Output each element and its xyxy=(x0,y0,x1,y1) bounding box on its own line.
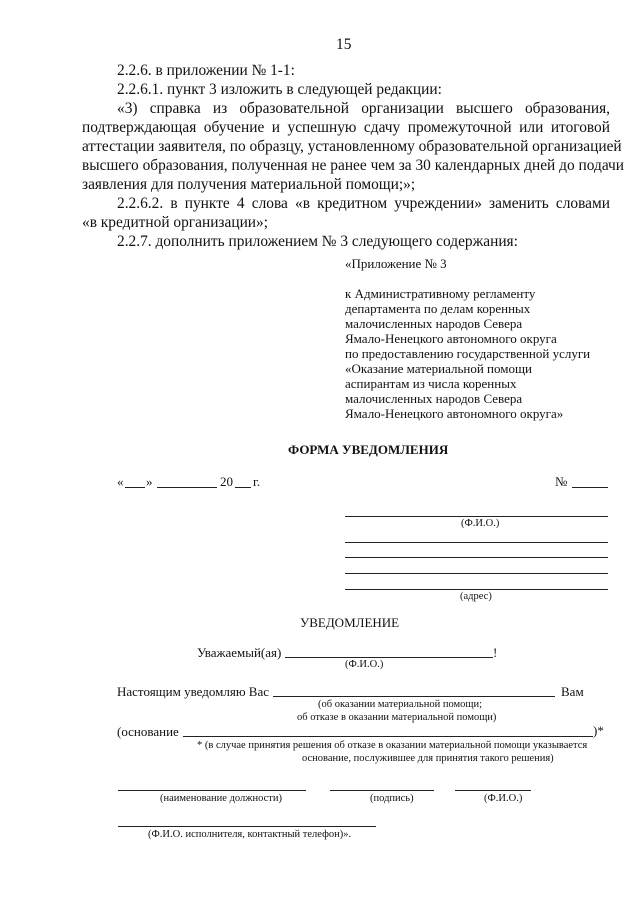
notice-title: УВЕДОМЛЕНИЕ xyxy=(300,615,400,630)
greeting-exclamation: ! xyxy=(493,645,498,660)
address-line xyxy=(345,557,608,558)
address-caption: (адрес) xyxy=(460,591,492,602)
basis-field-line xyxy=(183,736,593,737)
position-caption: (наименование должности) xyxy=(160,793,283,804)
recipient-fio-line xyxy=(345,516,608,517)
signer-fio-line xyxy=(455,790,531,791)
appendix-line: аспирантам из числа коренных xyxy=(345,376,517,391)
recipient-fio-caption: (Ф.И.О.) xyxy=(461,518,500,529)
greeting-label: Уважаемый(ая) xyxy=(197,645,282,660)
amendment-item-3-line: «3) справка из образовательной организации высшего образования, xyxy=(117,100,610,117)
amendment-item-3-line: подтверждающая обучение и успешную сдачу промежуточной или итоговой xyxy=(82,119,610,136)
footnote-line: основание, послужившее для принятия такого решения) xyxy=(302,753,554,764)
amendment-2-2-6-2-line: 2.2.6.2. в пункте 4 слова «в кредитном учреждении» заменить словами xyxy=(117,195,610,212)
address-line xyxy=(345,573,608,574)
appendix-line: Ямало-Ненецкого автономного округа» xyxy=(345,406,564,421)
month-field-line xyxy=(157,487,217,488)
year-field-line xyxy=(235,487,251,488)
amendment-item-3-line: высшего образования, полученная не ранее чем за 30 календарных дней до подачи xyxy=(82,157,625,174)
signer-fio-caption: (Ф.И.О.) xyxy=(484,793,523,804)
greeting-fio-line xyxy=(285,657,493,658)
address-line xyxy=(345,542,608,543)
date-close-quote: » xyxy=(146,474,153,489)
amendment-2-2-6-2-line: «в кредитной организации»; xyxy=(82,214,269,231)
appendix-line: малочисленных народов Севера xyxy=(345,316,523,331)
appendix-line: «Оказание материальной помощи xyxy=(345,361,532,376)
appendix-title: «Приложение № 3 xyxy=(345,256,447,271)
notify-field-line xyxy=(273,696,555,697)
signature-caption: (подпись) xyxy=(370,793,414,804)
page-number: 15 xyxy=(336,36,352,53)
appendix-line: по предоставлению государственной услуги xyxy=(345,346,591,361)
amendment-item-3-line: аттестации заявителя, по образцу, установленному образовательной организацией xyxy=(82,138,622,155)
number-field-line xyxy=(572,487,608,488)
greeting-fio-caption: (Ф.И.О.) xyxy=(345,659,384,670)
executor-caption: (Ф.И.О. исполнителя, контактный телефон)». xyxy=(148,829,352,840)
form-title: ФОРМА УВЕДОМЛЕНИЯ xyxy=(288,442,449,457)
appendix-line: Ямало-Ненецкого автономного округа xyxy=(345,331,557,346)
date-open-quote: « xyxy=(117,474,124,489)
position-line xyxy=(118,790,306,791)
footnote-line: * (в случае принятия решения об отказе в оказании материальной помощи указывается xyxy=(197,740,588,751)
year-suffix: г. xyxy=(253,474,261,489)
amendment-2-2-6: 2.2.6. в приложении № 1-1: xyxy=(117,62,295,79)
year-prefix: 20 xyxy=(220,474,233,489)
notify-caption: об отказе в оказании материальной помощи) xyxy=(297,712,497,723)
notify-text: Настоящим уведомляю Вас xyxy=(117,684,270,699)
notify-caption: (об оказании материальной помощи; xyxy=(318,699,483,710)
appendix-line: малочисленных народов Севера xyxy=(345,391,523,406)
appendix-line: к Административному регламенту xyxy=(345,286,536,301)
day-field-line xyxy=(125,487,145,488)
basis-close: )* xyxy=(593,723,604,738)
address-line xyxy=(345,589,608,590)
amendment-2-2-6-1: 2.2.6.1. пункт 3 изложить в следующей редакции: xyxy=(117,81,442,98)
amendment-item-3-line: заявления для получения материальной помощи;»; xyxy=(82,176,416,193)
appendix-line: департамента по делам коренных xyxy=(345,301,531,316)
basis-label: (основание xyxy=(117,724,179,739)
number-label: № xyxy=(555,474,568,489)
executor-line xyxy=(118,826,376,827)
notify-end: Вам xyxy=(561,684,584,699)
amendment-2-2-7: 2.2.7. дополнить приложением № 3 следующего содержания: xyxy=(117,233,518,250)
signature-line xyxy=(330,790,434,791)
